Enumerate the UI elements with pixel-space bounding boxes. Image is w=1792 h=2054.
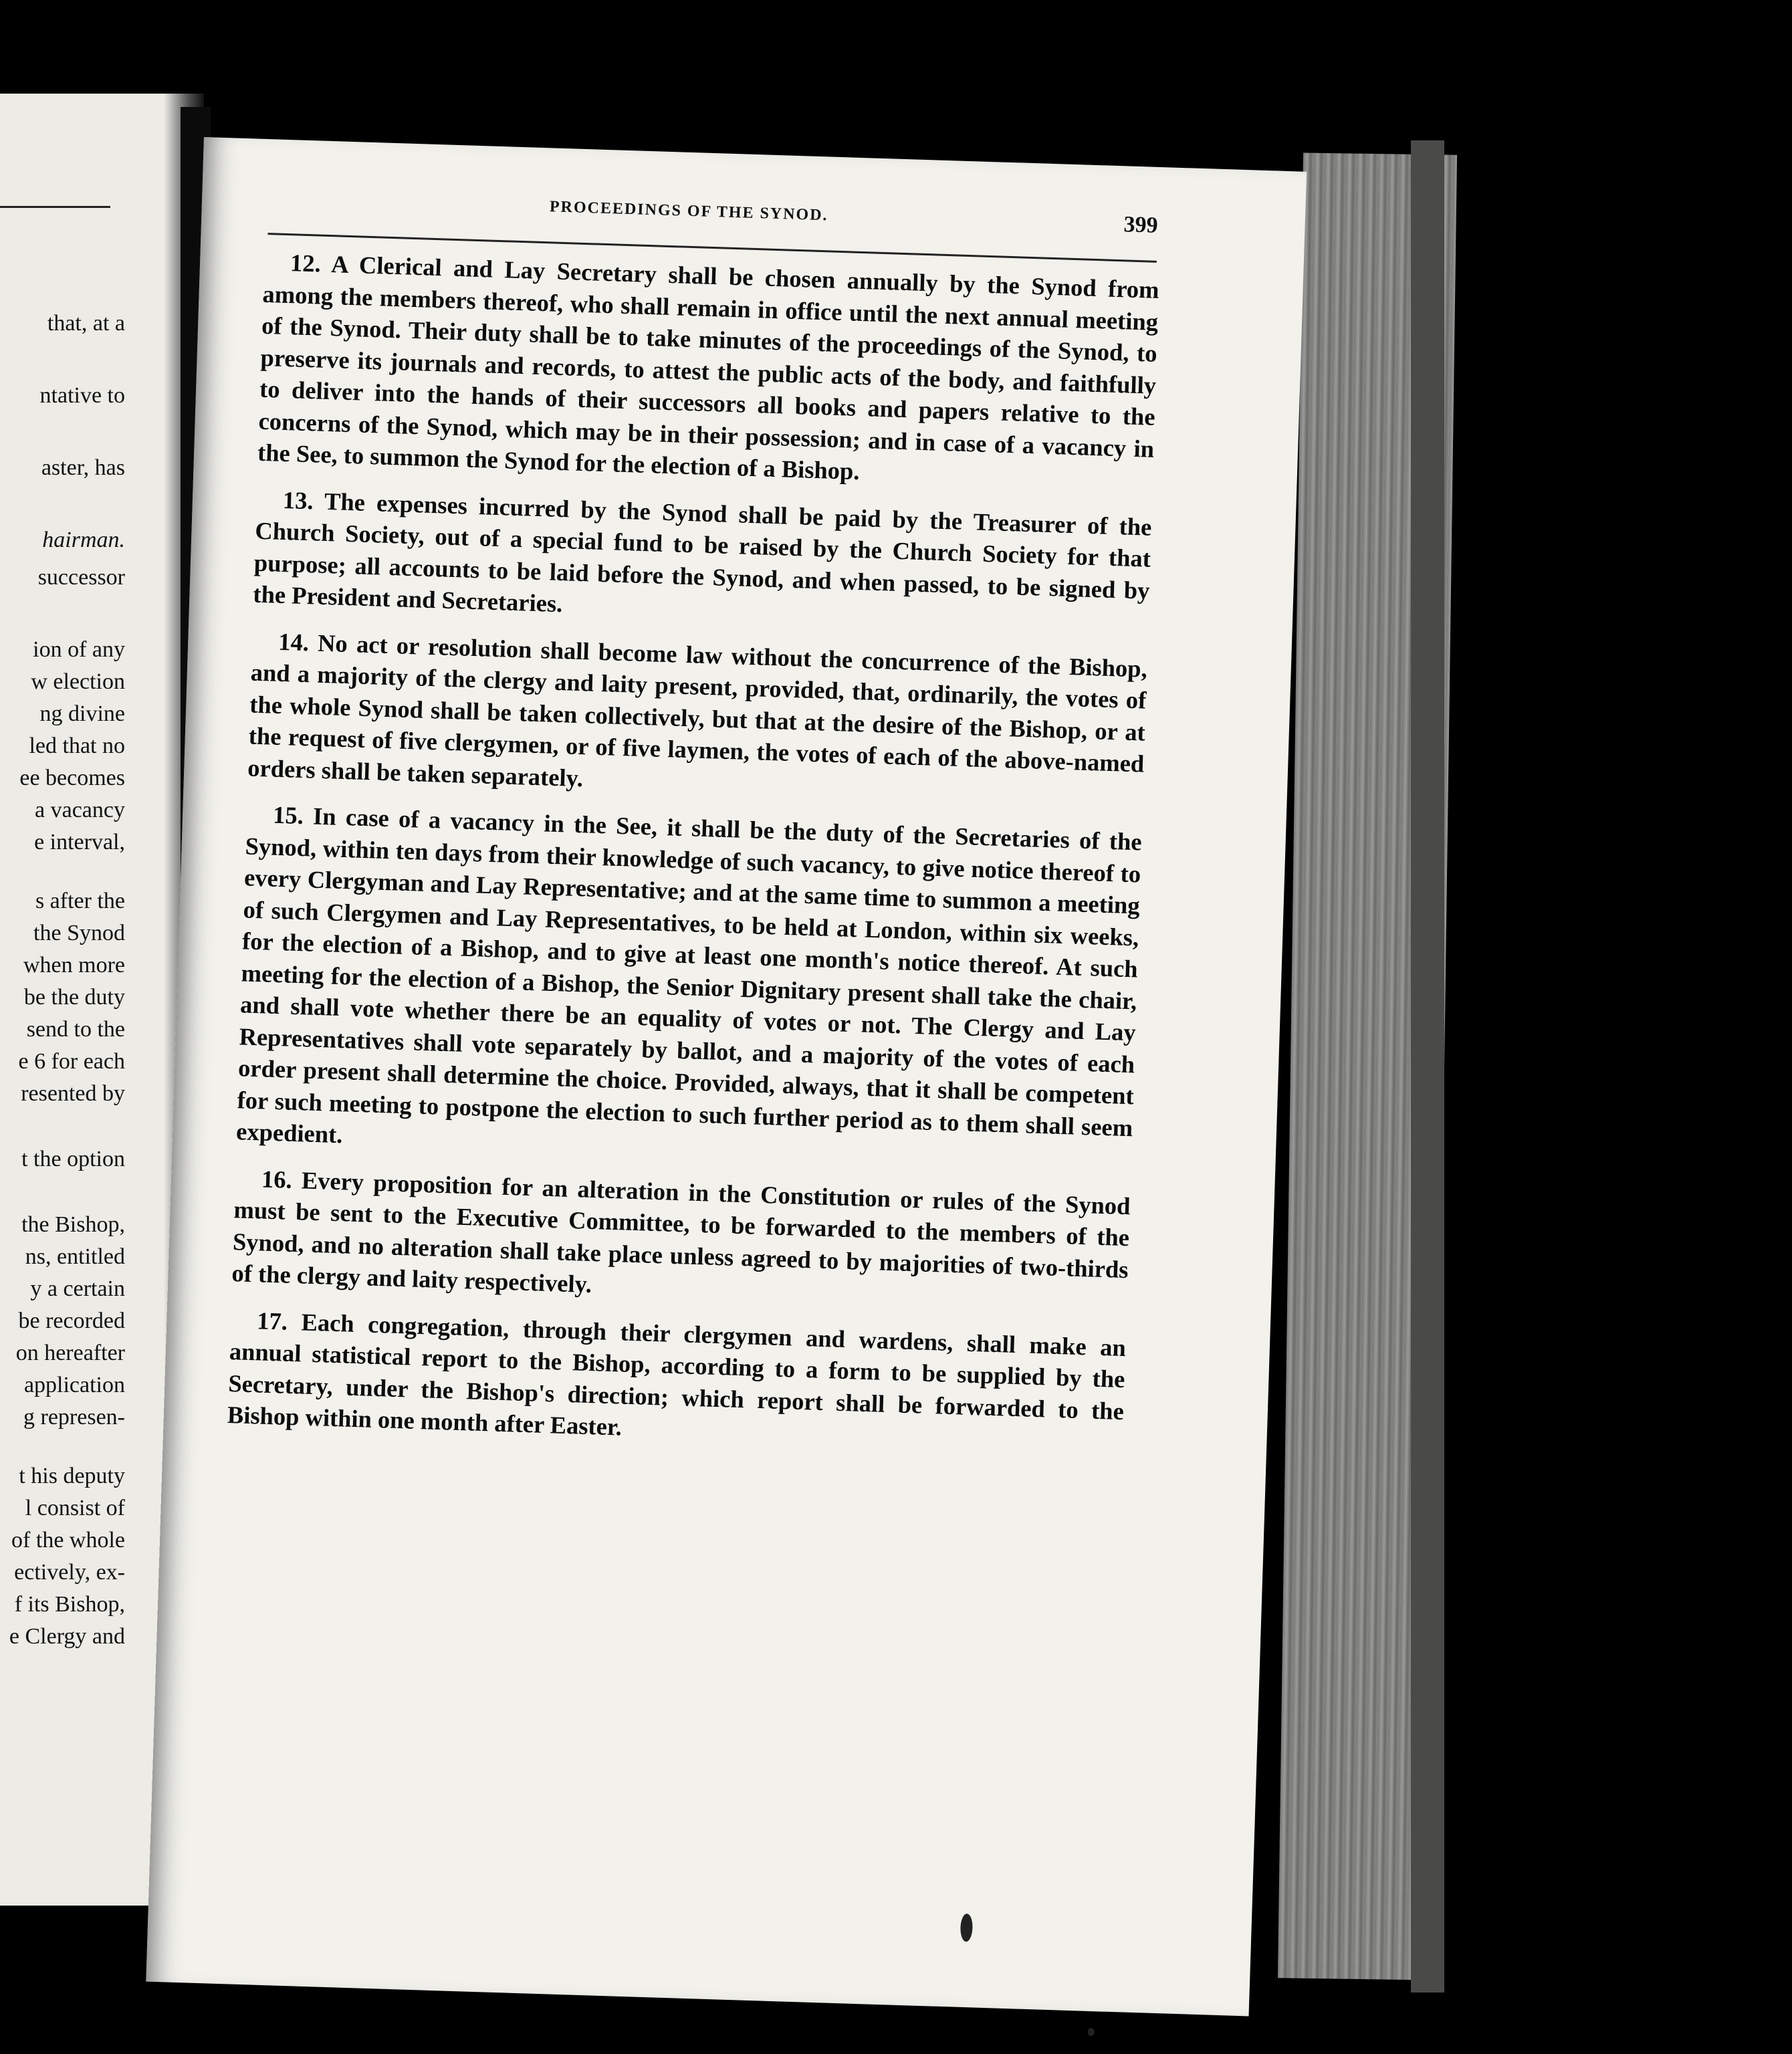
left-line: g represen- — [23, 1405, 125, 1430]
page-number: 399 — [1123, 212, 1159, 238]
left-line: when more — [23, 953, 125, 978]
left-line: ee becomes — [19, 766, 125, 790]
left-line: e Clergy and — [9, 1624, 125, 1649]
left-line: l consist of — [25, 1496, 125, 1520]
left-line: ng divine — [39, 701, 125, 726]
right-page — [146, 137, 1307, 2016]
left-line: successor — [37, 565, 125, 590]
paragraph-17: 17. Each congregation, through their clergymen and wardens, shall make an annual statistical report to the Bishop, according to a form to be supplied by the Secretary, under the Bishop's direction; which report shall be forwarded to the Bishop within one month after Easter. — [227, 1306, 1127, 1441]
left-line: hairman. — [42, 528, 125, 552]
left-line: resented by — [21, 1081, 125, 1106]
left-line: e interval, — [34, 830, 125, 854]
left-line: aster, has — [41, 455, 125, 480]
left-line: f its Bishop, — [14, 1592, 125, 1617]
left-page-rule — [0, 206, 110, 208]
page-body — [227, 246, 1160, 1474]
left-line: s after the — [35, 889, 125, 913]
left-line: be the duty — [23, 985, 125, 1010]
left-line: led that no — [29, 733, 125, 758]
left-line: e 6 for each — [18, 1049, 125, 1074]
left-line: ectively, ex- — [14, 1560, 125, 1585]
paragraph-13: 13. The expenses incurred by the Synod shall be paid by the Treasurer of the Church Society, out of a special fund to be raised by the Church Society for that purpose; all accounts to be laid before the Synod, and when passed, to be signed by the President and Secretaries. — [252, 485, 1153, 618]
left-line: send to the — [26, 1017, 125, 1042]
paragraph-12: 12. A Clerical and Lay Secretary shall be chosen annually by the Synod from among the members thereof, who shall remain in office until the next annual meeting of the Synod. Their duty shall be to take minutes of the proceedings of the Synod, to preserve its journals and records, to attest the public acts of the body, and faithfully to deliver into the hands of their successors all books and papers relative to the concerns of the Synod, which may be in their possession; and in case of a vacancy in the See, to summon the Synod for the election of a Bishop. — [257, 249, 1160, 485]
paragraph-16: 16. Every proposition for an alteration in the Constitution or rules of the Synod must be sent to the Executive Committee, to be forwarded to the members of the Synod, and no alteration shall take place unless agreed to by majorities of two-thirds of the clergy and laity respectively. — [231, 1164, 1131, 1298]
left-line: ntative to — [39, 383, 125, 408]
paragraph-14: 14. No act or resolution shall become law without the concurrence of the Bishop, and a majority of the clergy and laity present, provided, that, ordinarily, the votes of the whole Synod shall be taken collectively, but that at the desire of the Bishop, or at the request of five clergymen, or of five laymen, the votes of each of the above-named orders shall be taken separately. — [247, 627, 1148, 792]
left-line: the Bishop, — [21, 1212, 125, 1237]
left-line: t his deputy — [19, 1464, 125, 1488]
left-line: a vacancy — [35, 798, 125, 822]
left-facing-page — [0, 94, 171, 1906]
left-line: the Synod — [33, 921, 125, 945]
left-line: on hereafter — [15, 1341, 125, 1365]
left-line: y a certain — [30, 1276, 125, 1301]
left-line: that, at a — [47, 311, 125, 336]
left-line: t the option — [21, 1147, 125, 1171]
ink-mark — [1087, 2028, 1094, 2036]
page-stack-dark-edge — [1411, 140, 1444, 1992]
left-line: application — [23, 1373, 125, 1397]
left-line: of the whole — [11, 1528, 125, 1553]
left-line: ns, entitled — [25, 1244, 125, 1269]
paragraph-15: 15. In case of a vacancy in the See, it shall be the duty of the Secretaries of the Synod, within ten days from their knowledge of such vacancy, to give notice thereof to every Clergyman and Lay Representative; and at the same time to summon a meeting of such Clergymen and Lay Representatives, to be held at London, within six weeks, for the election of a Bishop, and to give at least one month's notice thereof. At such meeting for the election of a Bishop, the Senior Dignitary present shall take the chair, and shall vote whether there be an equality of votes or not. The Clergy and Lay Representatives shall vote separately by ballot, and a majority of the votes of each order present shall determine the choice. Provided, always, that it shall be competent for such meeting to postpone the election to such further period as to them shall seem expedient. — [235, 800, 1143, 1149]
ink-mark — [960, 1914, 973, 1942]
running-head: PROCEEDINGS OF THE SYNOD. — [549, 198, 828, 225]
left-page-text — [0, 308, 125, 1653]
left-line: be recorded — [18, 1308, 125, 1333]
left-line: w election — [31, 669, 125, 694]
left-line: ion of any — [33, 637, 125, 662]
